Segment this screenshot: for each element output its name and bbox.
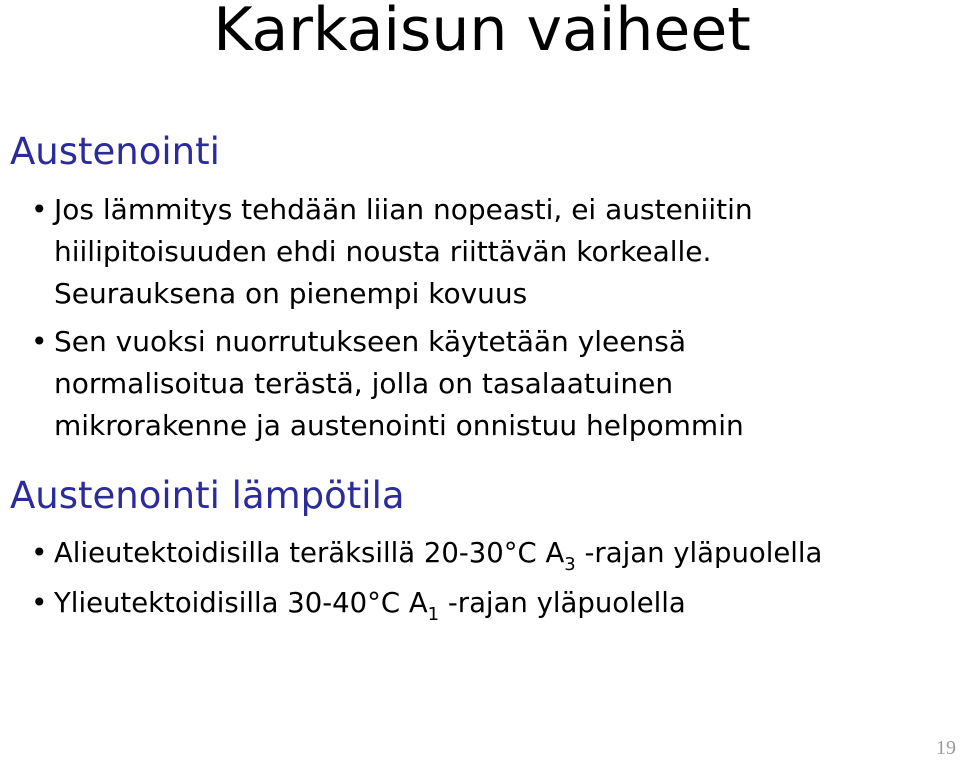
bullet-text-suffix: -rajan yläpuolella: [439, 587, 686, 619]
bullet-line: normalisoitua terästä, jolla on tasalaatuinen: [54, 367, 674, 400]
bullet-text-prefix: Alieutektoidisilla teräksillä 20-30°C A: [54, 537, 565, 569]
bullet-text-suffix: -rajan yläpuolella: [575, 537, 823, 569]
bullet-line: Jos lämmitys tehdään liian nopeasti, ei austeniitin: [54, 193, 753, 226]
bullet-line: hiilipitoisuuden ehdi nousta riittävän korkealle.: [54, 235, 712, 268]
bullet-dot-icon: •: [31, 325, 48, 358]
subscript: 3: [564, 554, 576, 575]
bullet-item: [30, 189, 950, 315]
bullet-item: [30, 578, 950, 628]
bullet-list-austenointi: [30, 189, 950, 447]
bullet-line: mikrorakenne ja austenointi onnistuu helpommin: [54, 409, 744, 442]
bullet-list-lampotila: [30, 528, 950, 628]
bullet-item: [30, 321, 950, 447]
section-heading-austenointi: Austenointi: [10, 130, 220, 173]
bullet-dot-icon: •: [31, 586, 48, 619]
bullet-line: Sen vuoksi nuorrutukseen käytetään yleensä: [54, 325, 686, 358]
bullet-dot-icon: •: [31, 193, 48, 226]
bullet-dot-icon: •: [31, 536, 48, 569]
bullet-text-prefix: Ylieutektoidisilla 30-40°C A: [54, 587, 428, 619]
section-heading-austenointi-lampotila: Austenointi lämpötila: [10, 474, 405, 517]
page-number: 19: [936, 737, 956, 759]
subscript: 1: [427, 604, 440, 625]
bullet-line: Seurauksena on pienempi kovuus: [54, 277, 528, 310]
bullet-item: [30, 528, 950, 578]
slide-title: Karkaisun vaiheet: [213, 0, 751, 65]
